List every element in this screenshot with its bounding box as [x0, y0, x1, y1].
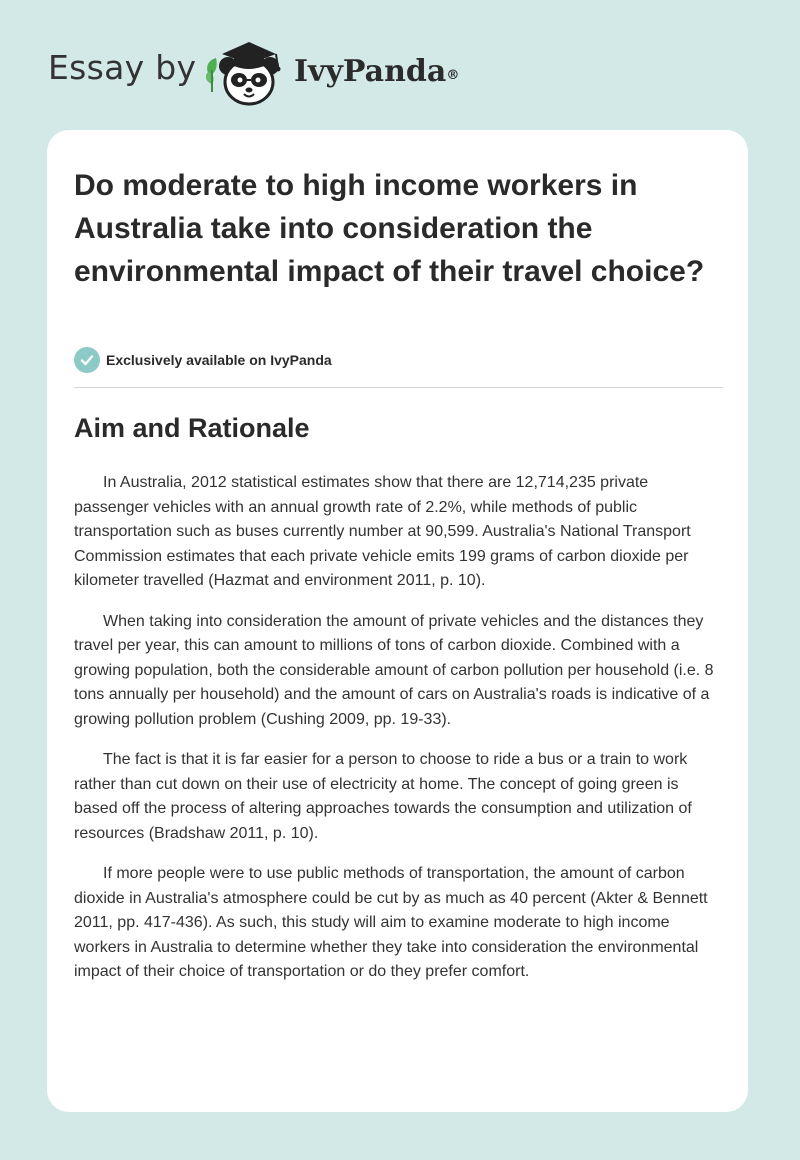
registered-mark: ® — [446, 68, 460, 83]
brand-name[interactable] — [294, 52, 459, 92]
brand-text: IvyPanda — [294, 54, 447, 89]
paragraph: When taking into consideration the amount of private vehicles and the distances they travel per year, this can amount to millions of tons of carbon dioxide. Combined with a growing population, both the considerable amount of carbon pollution per household (i.e. 8 tons annually per household) and the amount of cars on Australia's roads is indicative of a growing pollution problem (Cushing 2009, pp. 19-33). — [74, 612, 714, 728]
checkmark-icon — [74, 347, 100, 373]
exclusive-badge-text: Exclusively available on IvyPanda — [106, 352, 332, 368]
leaf-icon — [206, 58, 217, 92]
essay-by-label: Essay by — [48, 48, 197, 87]
essay-card — [47, 130, 748, 1112]
paragraph: The fact is that it is far easier for a person to choose to ride a bus or a train to work rather than cut down on their use of electricity at home. The concept of going green is based off the process of altering approaches towards the consumption and utilization of resources (Bradshaw 2011, p. 10). — [74, 751, 692, 842]
essay-body — [74, 471, 724, 1001]
exclusive-badge — [74, 347, 332, 373]
site-header — [0, 0, 800, 120]
paragraph: In Australia, 2012 statistical estimates show that there are 12,714,235 private passenger vehicles with an annual growth rate of 2.2%, while methods of public transportation such as buses currently number at 90,599. Australia's National Transport Commission estimates that each private vehicle emits 199 grams of carbon dioxide per kilometer travelled (Hazmat and environment 2011, p. 10). — [74, 474, 691, 589]
panda-graduate-icon[interactable] — [200, 36, 292, 108]
essay-title: Do moderate to high income workers in Australia take into consideration the environmental impact of their travel choice? — [74, 169, 705, 288]
section-heading: Aim and Rationale — [74, 413, 310, 443]
paragraph: If more people were to use public methods of transportation, the amount of carbon dioxide in Australia's atmosphere could be cut by as much as 40 percent (Akter & Bennett 2011, pp. 417-436). As such, this study will aim to examine moderate to high income workers in Australia to determine whether they take into consideration the environmental impact of their choice of transportation or do they prefer comfort. — [74, 865, 708, 980]
divider — [74, 387, 723, 388]
